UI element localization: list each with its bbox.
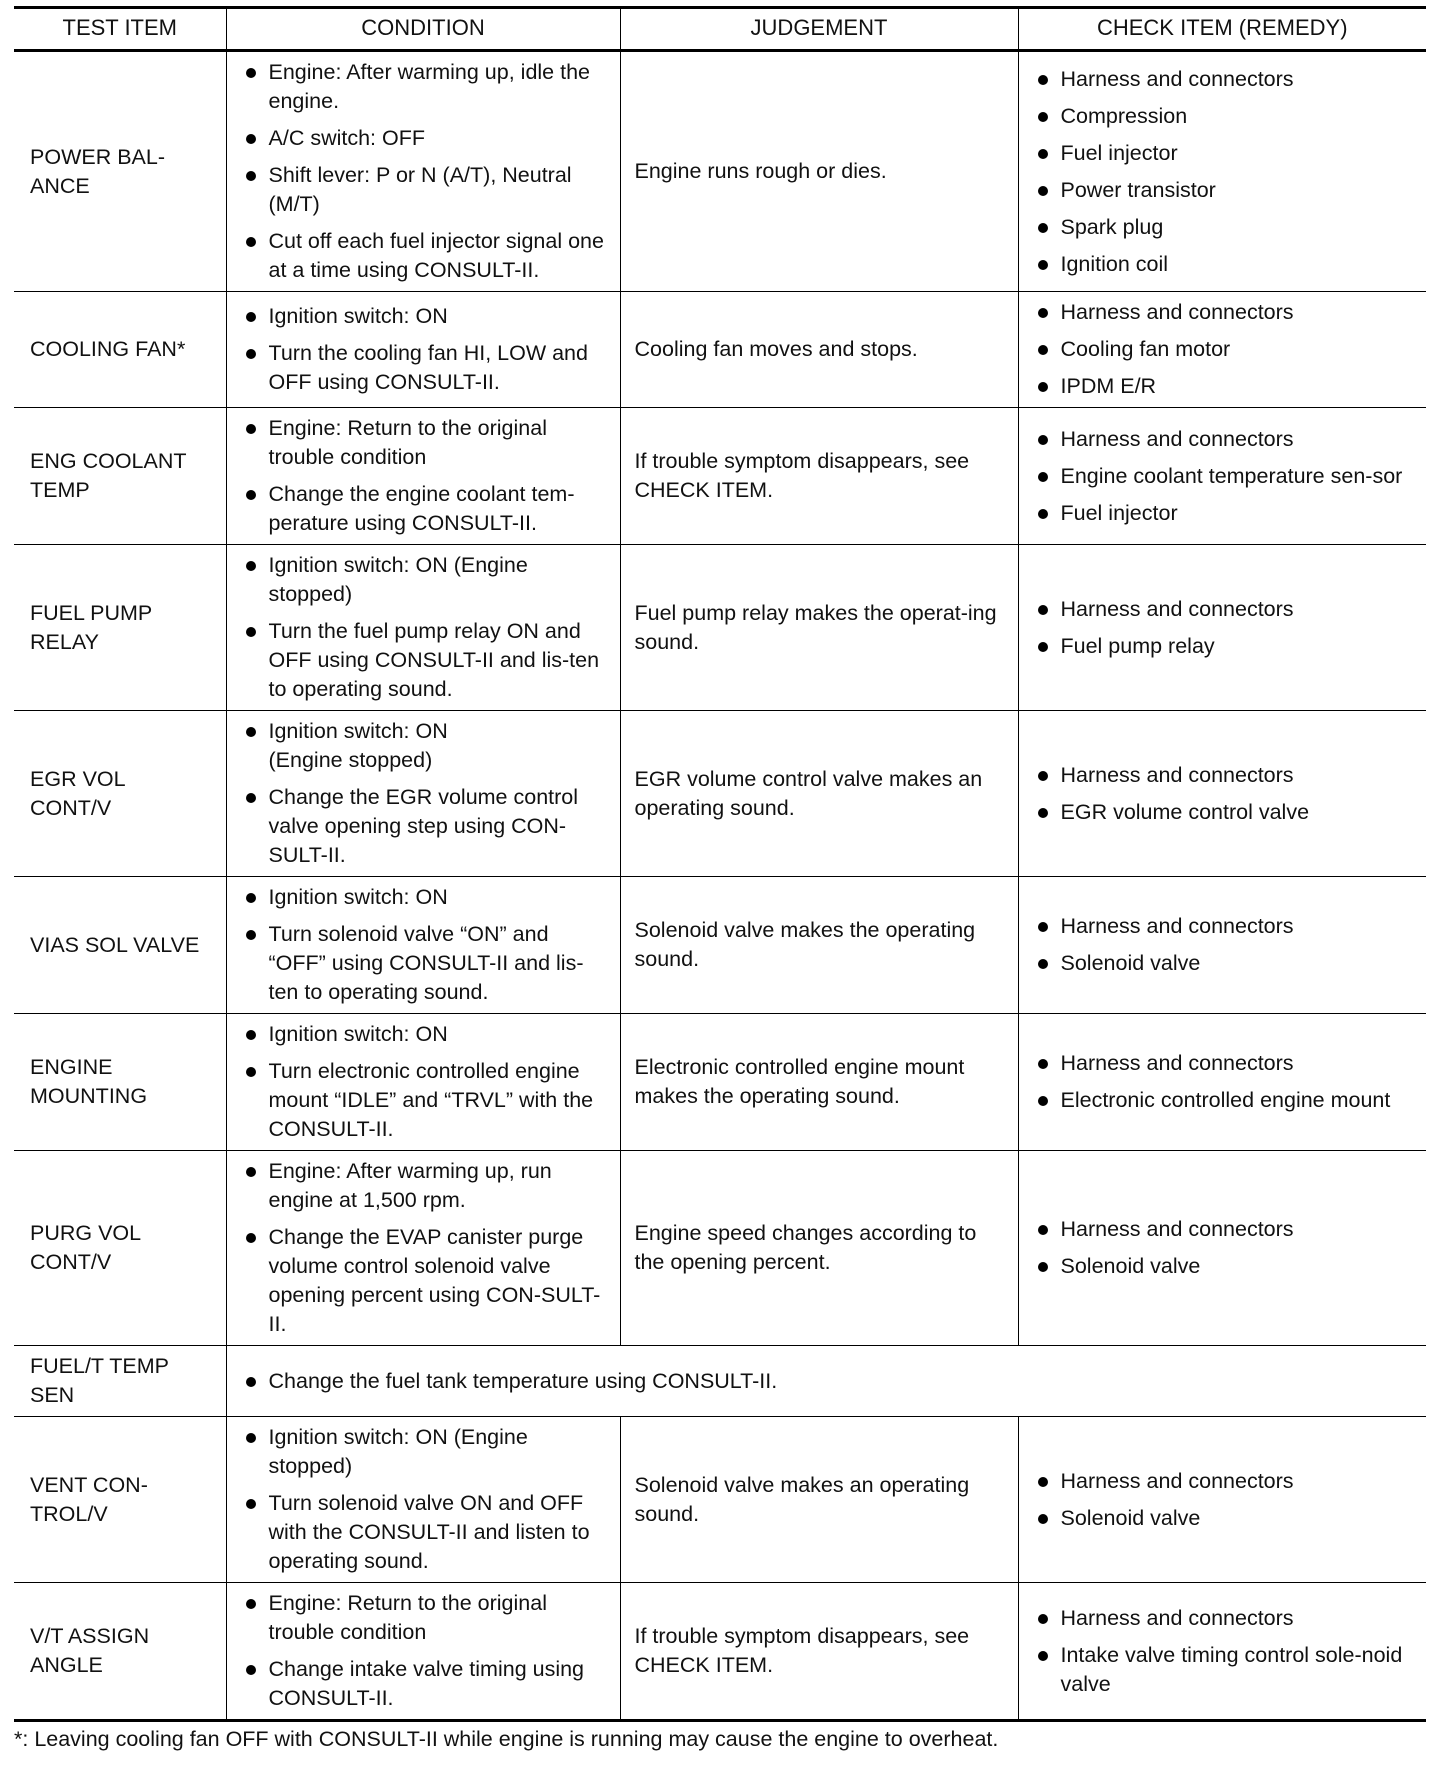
condition-item: A/C switch: OFF bbox=[243, 124, 610, 153]
test-item-cell: PURG VOL CONT/V bbox=[14, 1151, 226, 1346]
header-condition: CONDITION bbox=[226, 8, 620, 51]
check-item: Harness and connectors bbox=[1035, 1215, 1413, 1244]
active-test-table-container bbox=[14, 6, 1426, 1752]
condition-item: Change the fuel tank temperature using CONSULT-II. bbox=[243, 1367, 1417, 1396]
check-item: IPDM E/R bbox=[1035, 372, 1413, 401]
merged-condition-cell bbox=[226, 1346, 1426, 1417]
check-item: Harness and connectors bbox=[1035, 1604, 1413, 1633]
condition-item: Change intake valve timing using CONSULT-II. bbox=[243, 1655, 610, 1713]
check-item: Fuel injector bbox=[1035, 139, 1413, 168]
check-item-cell bbox=[1018, 1151, 1426, 1346]
table-row bbox=[14, 1583, 1426, 1721]
condition-cell bbox=[226, 51, 620, 292]
check-item: Harness and connectors bbox=[1035, 912, 1413, 941]
condition-item: Engine: After warming up, idle the engine. bbox=[243, 58, 610, 116]
condition-item: Shift lever: P or N (A/T), Neutral (M/T) bbox=[243, 161, 610, 219]
check-item-cell bbox=[1018, 408, 1426, 545]
check-item-cell bbox=[1018, 711, 1426, 877]
condition-cell bbox=[226, 545, 620, 711]
check-item: Power transistor bbox=[1035, 176, 1413, 205]
condition-cell bbox=[226, 1417, 620, 1583]
judgement-cell: Engine runs rough or dies. bbox=[620, 51, 1018, 292]
judgement-cell: If trouble symptom disappears, see CHECK ITEM. bbox=[620, 408, 1018, 545]
condition-cell bbox=[226, 1151, 620, 1346]
condition-item: Change the EVAP canister purge volume control solenoid valve opening percent using CON-SULT-II. bbox=[243, 1223, 610, 1339]
check-item: Harness and connectors bbox=[1035, 1049, 1413, 1078]
table-row bbox=[14, 1417, 1426, 1583]
check-item-cell bbox=[1018, 292, 1426, 408]
check-item: Fuel pump relay bbox=[1035, 632, 1413, 661]
table-body bbox=[14, 51, 1426, 1721]
condition-item: Change the EGR volume control valve opening step using CON-SULT-II. bbox=[243, 783, 610, 870]
test-item-cell: VIAS SOL VALVE bbox=[14, 877, 226, 1014]
judgement-cell: Engine speed changes according to the opening percent. bbox=[620, 1151, 1018, 1346]
table-row bbox=[14, 51, 1426, 292]
table-row bbox=[14, 1014, 1426, 1151]
table-row bbox=[14, 292, 1426, 408]
test-item-cell: POWER BAL- ANCE bbox=[14, 51, 226, 292]
condition-item: Cut off each fuel injector signal one at a time using CONSULT-II. bbox=[243, 227, 610, 285]
check-item-cell bbox=[1018, 1417, 1426, 1583]
condition-item: Turn the fuel pump relay ON and OFF using CONSULT-II and lis-ten to operating sound. bbox=[243, 617, 610, 704]
condition-cell bbox=[226, 1014, 620, 1151]
judgement-cell: Solenoid valve makes the operating sound. bbox=[620, 877, 1018, 1014]
check-item: Fuel injector bbox=[1035, 499, 1413, 528]
condition-cell bbox=[226, 408, 620, 545]
check-item: Harness and connectors bbox=[1035, 65, 1413, 94]
condition-cell bbox=[226, 1583, 620, 1721]
header-judgement: JUDGEMENT bbox=[620, 8, 1018, 51]
header-test-item: TEST ITEM bbox=[14, 8, 226, 51]
check-item: Solenoid valve bbox=[1035, 1504, 1413, 1533]
check-item: Intake valve timing control sole-noid valve bbox=[1035, 1641, 1413, 1699]
condition-item: Ignition switch: ON bbox=[243, 883, 610, 912]
check-item: EGR volume control valve bbox=[1035, 798, 1413, 827]
check-item-cell bbox=[1018, 51, 1426, 292]
check-item: Compression bbox=[1035, 102, 1413, 131]
check-item: Engine coolant temperature sen-sor bbox=[1035, 462, 1413, 491]
active-test-table bbox=[14, 6, 1426, 1722]
check-item: Ignition coil bbox=[1035, 250, 1413, 279]
condition-cell bbox=[226, 292, 620, 408]
check-item-cell bbox=[1018, 1583, 1426, 1721]
test-item-cell: ENG COOLANT TEMP bbox=[14, 408, 226, 545]
condition-item: Ignition switch: ON bbox=[243, 302, 610, 331]
condition-item: Turn solenoid valve “ON” and “OFF” using CONSULT-II and lis-ten to operating sound. bbox=[243, 920, 610, 1007]
test-item-cell: FUEL PUMP RELAY bbox=[14, 545, 226, 711]
table-row bbox=[14, 545, 1426, 711]
check-item: Solenoid valve bbox=[1035, 949, 1413, 978]
check-item: Harness and connectors bbox=[1035, 298, 1413, 327]
table-header-row bbox=[14, 8, 1426, 51]
test-item-cell: COOLING FAN* bbox=[14, 292, 226, 408]
judgement-cell: Fuel pump relay makes the operat-ing sound. bbox=[620, 545, 1018, 711]
condition-item: Ignition switch: ON (Engine stopped) bbox=[243, 717, 610, 775]
condition-item: Change the engine coolant tem-perature using CONSULT-II. bbox=[243, 480, 610, 538]
condition-item: Turn solenoid valve ON and OFF with the CONSULT-II and listen to operating sound. bbox=[243, 1489, 610, 1576]
table-row bbox=[14, 877, 1426, 1014]
table-row bbox=[14, 1151, 1426, 1346]
check-item: Solenoid valve bbox=[1035, 1252, 1413, 1281]
condition-item: Ignition switch: ON (Engine stopped) bbox=[243, 1423, 610, 1481]
condition-item: Ignition switch: ON (Engine stopped) bbox=[243, 551, 610, 609]
table-row bbox=[14, 408, 1426, 545]
condition-cell bbox=[226, 711, 620, 877]
test-item-cell: FUEL/T TEMP SEN bbox=[14, 1346, 226, 1417]
table-row bbox=[14, 1346, 1426, 1417]
header-check-item: CHECK ITEM (REMEDY) bbox=[1018, 8, 1426, 51]
condition-cell bbox=[226, 877, 620, 1014]
check-item: Harness and connectors bbox=[1035, 761, 1413, 790]
footnote: *: Leaving cooling fan OFF with CONSULT-II while engine is running may cause the engine to overheat. bbox=[14, 1727, 999, 1751]
test-item-cell: EGR VOL CONT/V bbox=[14, 711, 226, 877]
check-item: Harness and connectors bbox=[1035, 1467, 1413, 1496]
check-item-cell bbox=[1018, 1014, 1426, 1151]
table-row bbox=[14, 711, 1426, 877]
test-item-cell: V/T ASSIGN ANGLE bbox=[14, 1583, 226, 1721]
condition-item: Engine: After warming up, run engine at 1,500 rpm. bbox=[243, 1157, 610, 1215]
check-item: Spark plug bbox=[1035, 213, 1413, 242]
check-item-cell bbox=[1018, 545, 1426, 711]
judgement-cell: Solenoid valve makes an operating sound. bbox=[620, 1417, 1018, 1583]
check-item: Electronic controlled engine mount bbox=[1035, 1086, 1413, 1115]
condition-item: Turn the cooling fan HI, LOW and OFF using CONSULT-II. bbox=[243, 339, 610, 397]
judgement-cell: Electronic controlled engine mount makes the operating sound. bbox=[620, 1014, 1018, 1151]
condition-item: Engine: Return to the original trouble condition bbox=[243, 414, 610, 472]
judgement-cell: Cooling fan moves and stops. bbox=[620, 292, 1018, 408]
test-item-cell: ENGINE MOUNTING bbox=[14, 1014, 226, 1151]
test-item-cell: VENT CON- TROL/V bbox=[14, 1417, 226, 1583]
check-item: Harness and connectors bbox=[1035, 425, 1413, 454]
check-item: Cooling fan motor bbox=[1035, 335, 1413, 364]
check-item-cell bbox=[1018, 877, 1426, 1014]
check-item: Harness and connectors bbox=[1035, 595, 1413, 624]
condition-item: Engine: Return to the original trouble condition bbox=[243, 1589, 610, 1647]
judgement-cell: If trouble symptom disappears, see CHECK ITEM. bbox=[620, 1583, 1018, 1721]
condition-item: Ignition switch: ON bbox=[243, 1020, 610, 1049]
judgement-cell: EGR volume control valve makes an operating sound. bbox=[620, 711, 1018, 877]
condition-item: Turn electronic controlled engine mount “IDLE” and “TRVL” with the CONSULT-II. bbox=[243, 1057, 610, 1144]
